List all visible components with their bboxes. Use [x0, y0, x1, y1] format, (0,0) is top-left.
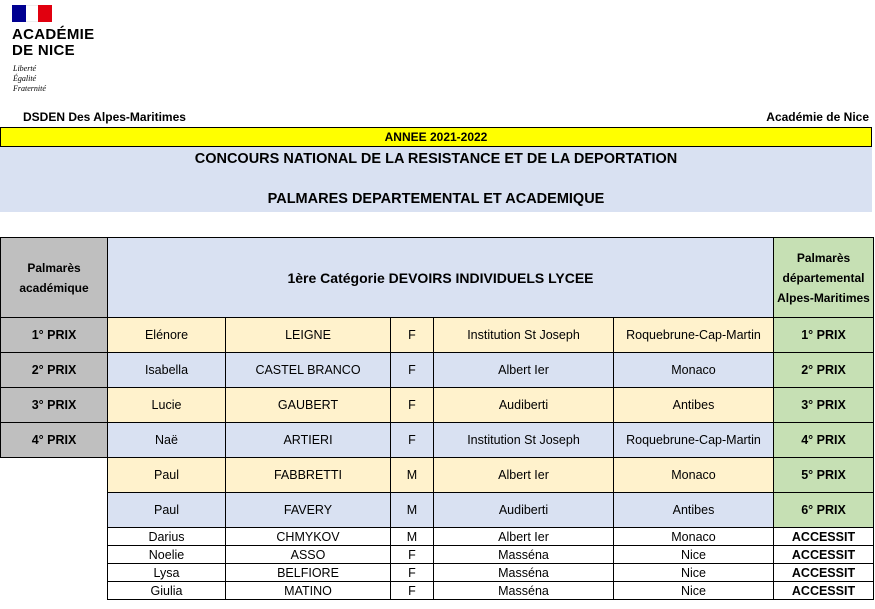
first-name: Isabella	[108, 353, 226, 388]
first-name: Darius	[108, 528, 226, 546]
departmental-column-header: Palmarès départemental Alpes-Maritimes	[774, 238, 874, 318]
sex: F	[391, 582, 434, 600]
departmental-prize: ACCESSIT	[774, 546, 874, 564]
table-row	[1, 528, 874, 546]
logo-line-1: ACADÉMIE	[12, 26, 95, 43]
sex: F	[391, 423, 434, 458]
academic-column-header: Palmarès académique	[1, 238, 108, 318]
departmental-prize: ACCESSIT	[774, 564, 874, 582]
departmental-prize: 3° PRIX	[774, 388, 874, 423]
city: Roquebrune-Cap-Martin	[614, 318, 774, 353]
academic-prize-empty	[1, 458, 108, 493]
academie-nice-logo	[12, 5, 122, 100]
table-row	[1, 423, 874, 458]
last-name: CHMYKOV	[226, 528, 391, 546]
school: Albert Ier	[434, 528, 614, 546]
last-name: BELFIORE	[226, 564, 391, 582]
school: Audiberti	[434, 388, 614, 423]
first-name: Lucie	[108, 388, 226, 423]
logo-line-2: DE NICE	[12, 42, 75, 59]
city: Antibes	[614, 388, 774, 423]
departmental-prize: 1° PRIX	[774, 318, 874, 353]
last-name: FAVERY	[226, 493, 391, 528]
academic-prize: 3° PRIX	[1, 388, 108, 423]
first-name: Naë	[108, 423, 226, 458]
last-name: CASTEL BRANCO	[226, 353, 391, 388]
last-name: FABBRETTI	[226, 458, 391, 493]
table-row	[1, 353, 874, 388]
school: Institution St Joseph	[434, 318, 614, 353]
table-row	[1, 458, 874, 493]
table-header-row	[1, 238, 874, 318]
sex: F	[391, 353, 434, 388]
academic-prize: 4° PRIX	[1, 423, 108, 458]
category-header: 1ère Catégorie DEVOIRS INDIVIDUELS LYCEE	[108, 238, 774, 318]
sex: F	[391, 546, 434, 564]
city: Nice	[614, 546, 774, 564]
first-name: Elénore	[108, 318, 226, 353]
city: Roquebrune-Cap-Martin	[614, 423, 774, 458]
city: Monaco	[614, 528, 774, 546]
school: Albert Ier	[434, 353, 614, 388]
sex: F	[391, 388, 434, 423]
academic-prize-empty	[1, 528, 108, 546]
last-name: MATINO	[226, 582, 391, 600]
school: Institution St Joseph	[434, 423, 614, 458]
academic-prize-empty	[1, 493, 108, 528]
french-flag-icon	[12, 5, 52, 22]
contest-title: CONCOURS NATIONAL DE LA RESISTANCE ET DE LA DEPORTATION	[194, 151, 678, 167]
school: Audiberti	[434, 493, 614, 528]
academic-prize-empty	[1, 582, 108, 600]
academic-prize: 2° PRIX	[1, 353, 108, 388]
table-row	[1, 564, 874, 582]
motto-liberte: Liberté	[13, 64, 37, 73]
last-name: ARTIERI	[226, 423, 391, 458]
academic-prize-empty	[1, 546, 108, 564]
school: Albert Ier	[434, 458, 614, 493]
last-name: LEIGNE	[226, 318, 391, 353]
table-row	[1, 318, 874, 353]
first-name: Paul	[108, 458, 226, 493]
city: Nice	[614, 564, 774, 582]
departmental-prize: 6° PRIX	[774, 493, 874, 528]
table-row	[1, 546, 874, 564]
palmares-table	[0, 237, 874, 600]
sex: M	[391, 458, 434, 493]
sex: M	[391, 528, 434, 546]
departmental-prize: ACCESSIT	[774, 582, 874, 600]
first-name: Paul	[108, 493, 226, 528]
school: Masséna	[434, 564, 614, 582]
title-box	[0, 147, 872, 212]
palmares-title: PALMARES DEPARTEMENTAL ET ACADEMIQUE	[267, 191, 605, 207]
table-row	[1, 493, 874, 528]
last-name: GAUBERT	[226, 388, 391, 423]
year-banner: ANNEE 2021-2022	[0, 127, 872, 147]
first-name: Lysa	[108, 564, 226, 582]
last-name: ASSO	[226, 546, 391, 564]
academic-prize: 1° PRIX	[1, 318, 108, 353]
departmental-prize: ACCESSIT	[774, 528, 874, 546]
motto-fraternite: Fraternité	[13, 84, 46, 93]
school: Masséna	[434, 546, 614, 564]
first-name: Noelie	[108, 546, 226, 564]
departmental-prize: 5° PRIX	[774, 458, 874, 493]
motto-egalite: Égalité	[13, 74, 37, 83]
school: Masséna	[434, 582, 614, 600]
city: Monaco	[614, 458, 774, 493]
departmental-prize: 2° PRIX	[774, 353, 874, 388]
sex: M	[391, 493, 434, 528]
table-row	[1, 388, 874, 423]
sex: F	[391, 564, 434, 582]
academic-prize-empty	[1, 564, 108, 582]
city: Monaco	[614, 353, 774, 388]
city: Antibes	[614, 493, 774, 528]
city: Nice	[614, 582, 774, 600]
sex: F	[391, 318, 434, 353]
table-row	[1, 582, 874, 600]
academie-label: Académie de Nice	[766, 110, 869, 124]
departmental-prize: 4° PRIX	[774, 423, 874, 458]
first-name: Giulia	[108, 582, 226, 600]
dsden-label: DSDEN Des Alpes-Maritimes	[23, 110, 186, 124]
